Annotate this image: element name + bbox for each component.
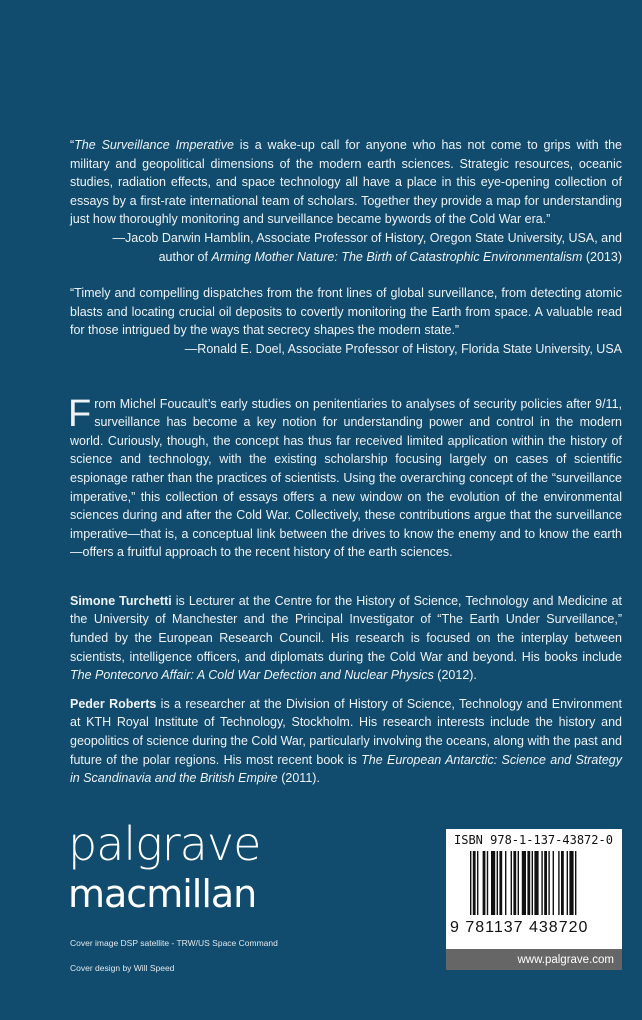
barcode-bar [511,851,512,915]
barcode-bar [541,851,542,915]
review-quote-hamblin: “The Surveillance Imperative is a wake-up call for anyone who has not come to grips with the military and geopolitical dimensions of the modern earth sciences. Strategic resources, oceanic studies, radiation effects, and space technology all have a place in this eye-opening collection of essays by a first-rate international team of scholars. Together they provide a map for understanding just how thoroughly monitoring and surveillance became bywords of the Cold War era.” —Jacob Darwin Hamblin, Associate Professor of History, Oregon State University, USA, and author of Arming Mother Nature: The Birth of Catastrophic Environmentalism (2013) [70,136,622,266]
book-description [68,392,622,562]
description-text: rom Michel Foucault’s early studies on penitentiaries to analyses of security policies after 9/11, surveillance has become a key notion for understanding power and control in the modern world. Curiously, though, the concept has thus far received limited application within the history of science and technology, with the existing scholarship focusing largely on cases of scientific espionage rather than the practices of scientists. Using the overarching concept of the “surveillance imperative,” this collection of essays offers a new window on the evolution of the environmental sciences during and after the Cold War. Collectively, these contributions argue that the surveillance imperative—that is, a conceptual link between the drives to know the enemy and to know the earth—offers a fruitful approach to the recent history of the earth sciences. [70,396,622,560]
bio-year: (2012). [433,668,477,683]
barcode-bar [569,851,573,915]
quote-attribution: —Ronald E. Doel, Associate Professor of History, Florida State University, USA [184,341,622,356]
barcode-bar [473,851,476,915]
quote-attribution-line2 [70,248,622,267]
drop-cap: F [68,392,92,435]
barcode-bar [532,851,533,915]
bio-book: The Pontecorvo Affair: A Cold War Defection and Nuclear Physics [70,668,434,683]
quote-text: is a wake-up call for anyone who has not come to grips with the military and geopolitical dimensions of the modern earth sciences. Strategic resources, oceanic studies, radiation effects, and space technology all have a place in this eye-opening collection of essays by a first-rate international team of scholars. Together they provide a map for understanding just how thoroughly monitoring and surveillance became bywords of the Cold War era.” [70,138,622,227]
isbn-label: ISBN 978-1-137-43872-0 [454,833,613,847]
bio-text: is a researcher at the Division of History of Science, Technology and Environment at KTH Royal Institute of Technology, Stockholm. His research interests include the history and geopolitics of science during the Cold War, particularly involving the oceans, along with the past and future of the polar regions. His most recent book is [70,696,622,767]
barcode-bar [522,851,526,915]
publisher-logo-palgrave: palgrave [68,817,261,871]
barcode-bar [487,851,488,915]
quote-attribution: —Jacob Darwin Hamblin, Associate Professor of History, Oregon State University, USA, and [112,230,622,245]
bio-year: (2011). [277,771,320,786]
barcode-bar [561,851,564,915]
cover-image-credit: Cover image DSP satellite - TRW/US Space Command [70,938,278,948]
barcode-bar [483,851,486,915]
barcode-bar [553,851,554,915]
barcode-bar [518,851,519,915]
back-cover-text [70,136,622,788]
bio-book: The European Antarctic: Science and Strategy in Scandinavia and the British Empire [70,752,622,786]
barcode-bar [544,851,547,915]
barcode-bar [491,851,495,915]
barcode-number: 9 781137 438720 [450,919,589,936]
barcode-bar [558,851,559,915]
barcode-bar [499,851,502,915]
attr-book-title: Arming Mother Nature: The Birth of Catastrophic Environmentalism [211,249,583,264]
barcode-bar [505,851,506,915]
author-name: Peder Roberts [70,696,157,711]
attr-year: (2013) [582,249,622,264]
review-quote-doel [70,284,622,358]
publisher-website: www.palgrave.com [446,949,622,970]
quote-book-title: The Surveillance Imperative [74,138,234,152]
barcode-bar [567,851,568,915]
barcode-bar [470,851,471,915]
barcode-bar [527,851,530,915]
quote-text: “Timely and compelling dispatches from the front lines of global surveillance, from detecting atomic blasts and locating crucial oil deposits to covertly monitoring the Earth from space. A valuable read for those intrigued by the ways that secrecy shapes the modern state.” [70,286,622,338]
barcode-bar [477,851,478,915]
barcode-bar [575,851,576,915]
author-bio-turchetti [70,592,622,685]
bio-text: is Lecturer at the Centre for the History of Science, Technology and Medicine at the University of Manchester and the Principal Investigator of “The Earth Under Surveillance,” funded by the European Research Council. His research is focused on the interplay between scientists, intelligence officers, and diplomats during the Cold War and beyond. His books include [70,593,622,664]
barcode-bar [497,851,498,915]
author-bio-roberts [70,695,622,788]
barcode-box [446,829,622,970]
barcode-bar [513,851,516,915]
cover-design-credit: Cover design by Will Speed [70,963,175,973]
barcode-icon [470,851,616,915]
barcode-bar [534,851,538,915]
author-name: Simone Turchetti [70,593,172,608]
attr-prefix: author of [158,249,212,264]
barcode-bar [548,851,549,915]
publisher-logo-macmillan: macmillan [68,872,257,916]
